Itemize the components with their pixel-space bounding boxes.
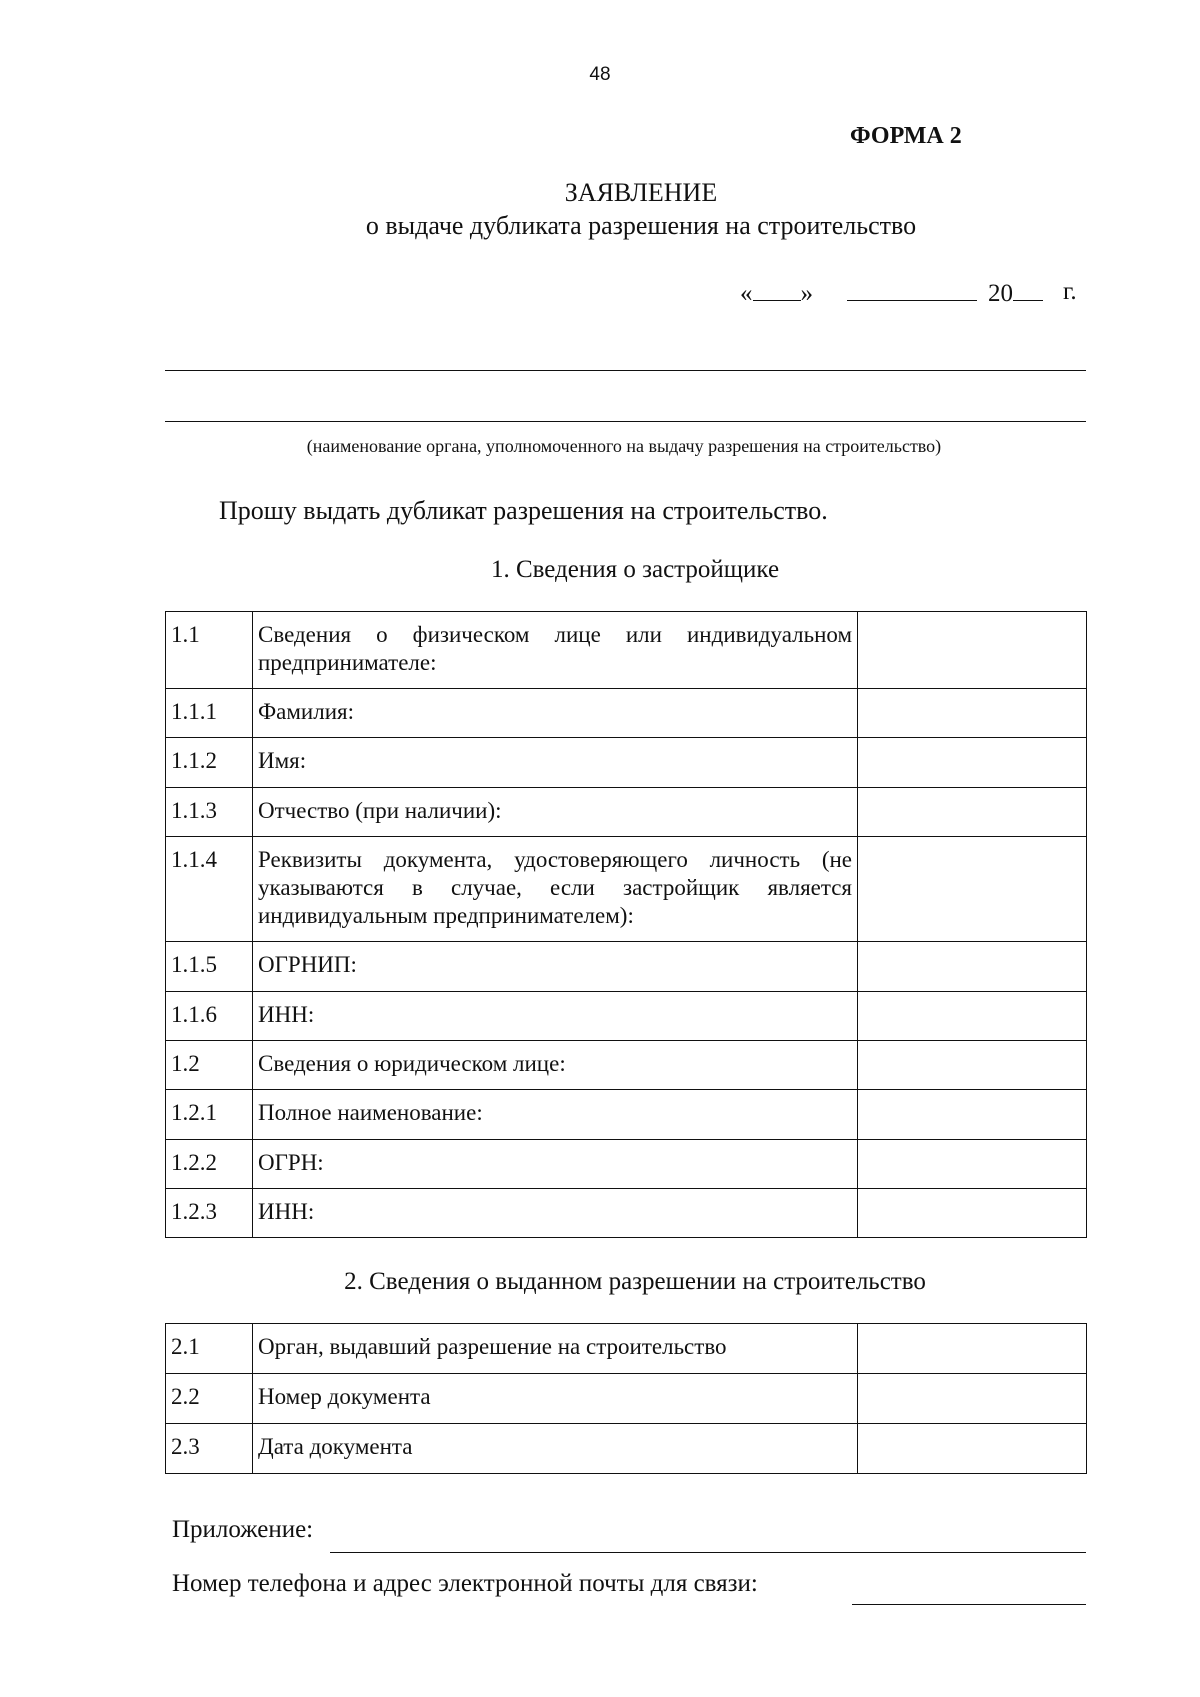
- authority-line-1[interactable]: [165, 370, 1086, 371]
- row-number: 1.1: [166, 612, 253, 689]
- row-label: Сведения о физическом лице или индивидуальном предпринимателе:: [253, 612, 858, 689]
- row-label: Реквизиты документа, удостоверяющего личность (не указываются в случае, если застройщик является индивидуальным предпринимателем):: [253, 837, 858, 942]
- table-row: [166, 992, 1087, 1041]
- row-label: Номер документа: [253, 1374, 858, 1424]
- row-number: 1.1.4: [166, 837, 253, 942]
- date-open-quote: «: [740, 280, 753, 307]
- row-number: 1.1.1: [166, 689, 253, 738]
- row-number: 1.1.2: [166, 738, 253, 788]
- table-row: [166, 738, 1087, 788]
- row-label: Полное наименование:: [253, 1090, 858, 1140]
- row-number: 2.3: [166, 1424, 253, 1474]
- contact-label: Номер телефона и адрес электронной почты для связи:: [172, 1570, 758, 1597]
- row-number: 1.1.5: [166, 942, 253, 992]
- table-row: [166, 689, 1087, 738]
- date-line: [740, 278, 813, 308]
- document-subtitle: о выдаче дубликата разрешения на строительство: [365, 211, 917, 240]
- row-number: 2.2: [166, 1374, 253, 1424]
- value-cell[interactable]: [858, 992, 1087, 1041]
- value-cell[interactable]: [858, 612, 1087, 689]
- row-label: Орган, выдавший разрешение на строительство: [253, 1324, 858, 1374]
- row-label: Имя:: [253, 738, 858, 788]
- row-number: 1.1.3: [166, 788, 253, 837]
- value-cell[interactable]: [858, 788, 1087, 837]
- value-cell[interactable]: [858, 689, 1087, 738]
- table-row: [166, 1090, 1087, 1140]
- row-label: Дата документа: [253, 1424, 858, 1474]
- table-row: [166, 788, 1087, 837]
- table-row: [166, 1424, 1087, 1474]
- value-cell[interactable]: [858, 1374, 1087, 1424]
- row-label: ОГРН:: [253, 1140, 858, 1189]
- authority-caption: (наименование органа, уполномоченного на выдачу разрешения на строительство): [306, 436, 942, 456]
- row-number: 1.2.3: [166, 1189, 253, 1238]
- date-year-prefix: 20: [988, 280, 1013, 307]
- authority-line-2[interactable]: [165, 421, 1086, 422]
- section2-title: 2. Сведения о выданном разрешении на строительство: [344, 1268, 926, 1295]
- value-cell[interactable]: [858, 1324, 1087, 1374]
- row-number: 1.2.2: [166, 1140, 253, 1189]
- row-number: 1.2.1: [166, 1090, 253, 1140]
- attachment-field[interactable]: [330, 1552, 1086, 1553]
- request-text: Прошу выдать дубликат разрешения на строительство.: [219, 496, 828, 525]
- date-year-field[interactable]: [1013, 278, 1043, 301]
- table-row: [166, 1140, 1087, 1189]
- form-label: ФОРМА 2: [850, 123, 962, 149]
- document-title: ЗАЯВЛЕНИЕ: [564, 178, 718, 207]
- table-row: [166, 612, 1087, 689]
- value-cell[interactable]: [858, 1140, 1087, 1189]
- table-row: [166, 837, 1087, 942]
- contact-field[interactable]: [852, 1604, 1086, 1605]
- value-cell[interactable]: [858, 738, 1087, 788]
- value-cell[interactable]: [858, 1189, 1087, 1238]
- value-cell[interactable]: [858, 1424, 1087, 1474]
- row-label: ИНН:: [253, 992, 858, 1041]
- value-cell[interactable]: [858, 837, 1087, 942]
- table-row: [166, 1041, 1087, 1090]
- developer-info-table: [165, 611, 1087, 1238]
- table-row: [166, 1374, 1087, 1424]
- attachment-label: Приложение:: [172, 1516, 314, 1543]
- row-number: 2.1: [166, 1324, 253, 1374]
- row-label: ИНН:: [253, 1189, 858, 1238]
- date-year: [988, 278, 1043, 308]
- section1-title: 1. Сведения о застройщике: [490, 556, 780, 583]
- row-number: 1.2: [166, 1041, 253, 1090]
- permit-info-table: [165, 1323, 1087, 1474]
- table-row: [166, 1324, 1087, 1374]
- value-cell[interactable]: [858, 1090, 1087, 1140]
- row-label: ОГРНИП:: [253, 942, 858, 992]
- date-day-field[interactable]: [753, 278, 801, 301]
- date-close-quote: »: [800, 280, 813, 307]
- table-row: [166, 1189, 1087, 1238]
- row-number: 1.1.6: [166, 992, 253, 1041]
- row-label: Сведения о юридическом лице:: [253, 1041, 858, 1090]
- row-label: Фамилия:: [253, 689, 858, 738]
- value-cell[interactable]: [858, 1041, 1087, 1090]
- date-month-field[interactable]: [847, 300, 977, 301]
- row-label: Отчество (при наличии):: [253, 788, 858, 837]
- date-year-suffix: г.: [1063, 278, 1077, 305]
- page-number: 48: [589, 64, 611, 85]
- value-cell[interactable]: [858, 942, 1087, 992]
- table-row: [166, 942, 1087, 992]
